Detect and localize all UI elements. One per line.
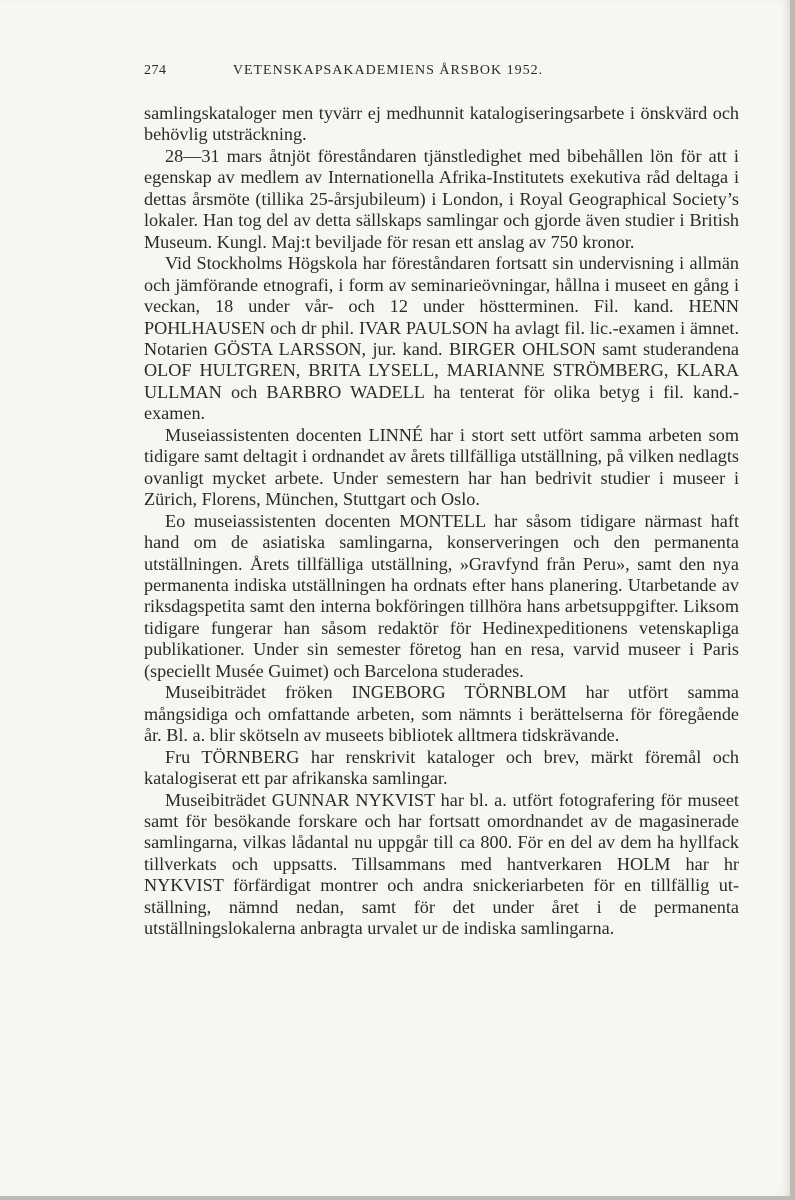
page-number: 274: [144, 63, 167, 78]
paragraph: Eo museiassistenten docenten MONTELL har såsom tidigare närmast haft hand om de asiatiska samlingarna, konserveringen och den permanenta utställningen. Årets tillfälliga utställning, »Gravfynd från Peru», samt den nya permanenta indiska utställningen ha ordnats efter hans planering. Utarbetande av riksdagspetita samt den interna bokföringen tillhöra hans arbetsuppgifter. Liksom tidigare fungerar han såsom redaktör för Hedinexpeditionens vetenskapliga publikationer. Under sin semester företog han en resa, varvid museer i Paris (speciellt Musée Guimet) och Barcelona studerades.: [144, 510, 739, 681]
paragraph: samlingskataloger men tyvärr ej medhunnit katalogiseringsarbete i önskvärd och behövlig utsträckning.: [144, 103, 739, 145]
paragraph: Museiassistenten docenten LINNÉ har i stort sett utfört samma arbeten som tidigare samt deltagit i ordnandet av årets tillfälliga utställning, på vilken nedlagts ovanligt mycket arbete. Under semestern har han bedrivit studier i museer i Zürich, Florens, München, Stuttgart och Oslo.: [144, 424, 739, 510]
paragraph: Vid Stockholms Högskola har föreståndaren fortsatt sin undervisning i allmän och jämförande etnografi, i form av seminarieövningar, hållna i museet en gång i veckan, 18 under vår- och 12 under höstterminen. Fil. kand. HENN POHLHAUSEN och dr phil. IVAR PAULSON ha avlagt fil. lic.-examen i ämnet. Notarien GÖSTA LARSSON, jur. kand. BIRGER OHLSON samt studerandena OLOF HULTGREN, BRITA LYSELL, MARIANNE STRÖMBERG, KLARA ULLMAN och BARBRO WADELL ha tenterat för olika betyg i fil. kand.-examen.: [144, 253, 739, 424]
body-text: [144, 103, 739, 940]
paragraph: Museibiträdet GUNNAR NYKVIST har bl. a. utfört fotografering för museet samt för besökande forskare och har fortsatt omordnandet av de magasinerade samlingarna, vilkas lådantal nu uppgår till ca 800. För en del av dem ha hyllfack tillverkats och uppsatts. Tillsammans med hantverkaren HOLM har hr NYKVIST förfärdigat montrer och andra snickeriarbeten för en tillfällig utställning, nämnd nedan, samt för det under året i de permanenta utställningslokalerna anbragta urvalet ur de indiska samlingarna.: [144, 789, 739, 939]
paragraph: 28—31 mars åtnjöt föreståndaren tjänstledighet med bibehållen lön för att i egenskap av medlem av Internationella Afrika-Institutets exekutiva råd deltaga i dettas årsmöte (tillika 25-årsjubileum) i London, i Royal Geographical Society’s lokaler. Han tog del av detta sällskaps samlingar och gjorde även studier i British Museum. Kungl. Maj:t beviljade för resan ett anslag av 750 kronor.: [144, 145, 739, 252]
running-title: VETENSKAPSAKADEMIENS ÅRSBOK 1952.: [232, 63, 544, 78]
running-header: [144, 63, 622, 79]
paragraph: Fru TÖRNBERG har renskrivit kataloger och brev, märkt föremål och katalogiserat ett par afrikanska samlingar.: [144, 746, 739, 789]
paragraph: Museibiträdet fröken INGEBORG TÖRNBLOM har utfört samma mångsidiga och omfattande arbeten, som nämnts i berättelserna för föregående år. Bl. a. blir skötseln av museets bibliotek alltmera tidskrävande.: [144, 682, 739, 746]
